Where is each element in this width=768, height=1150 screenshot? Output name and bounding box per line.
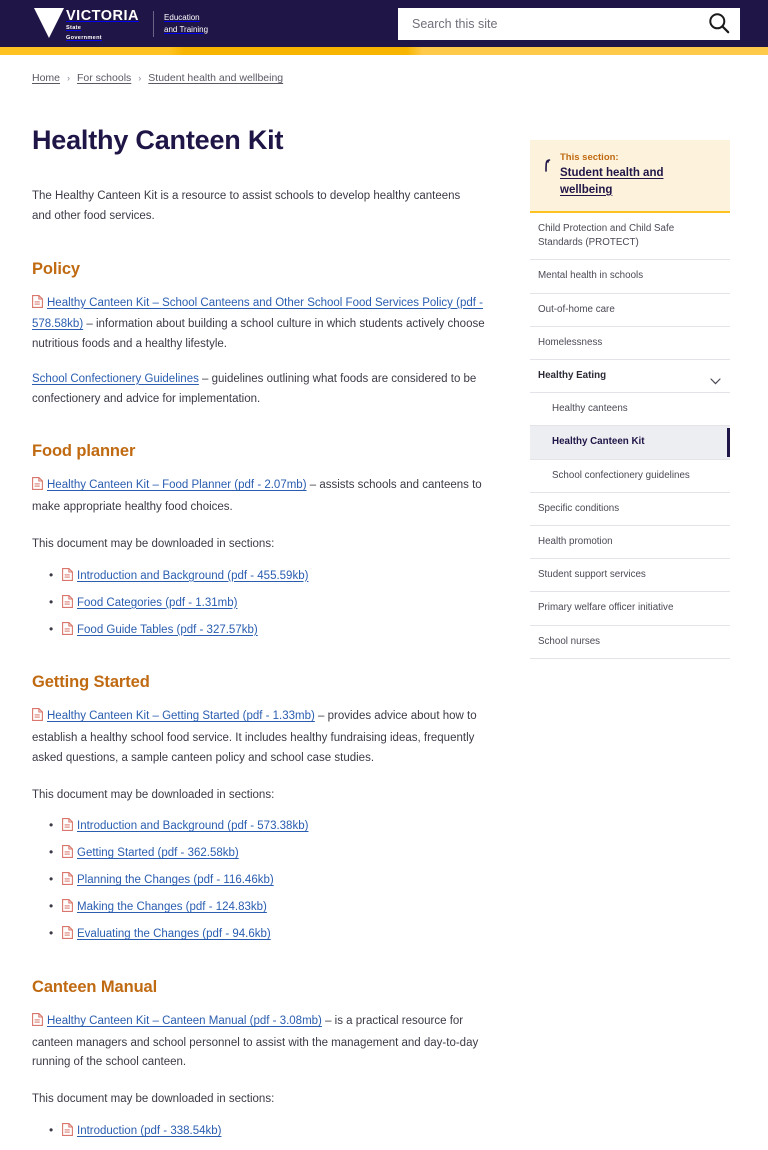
department-line1: Education: [164, 12, 200, 22]
document-paragraph: [32, 1012, 506, 1073]
sidebar-nav-item: [530, 260, 730, 293]
document-paragraph: [32, 370, 506, 410]
victoria-wordmark: [44, 6, 139, 43]
sidebar-nav-item: [530, 559, 730, 592]
list-item: [62, 595, 506, 614]
sidebar-item-healthy-canteens[interactable]: Healthy canteens: [552, 403, 628, 415]
up-arrow-icon: [540, 157, 553, 177]
sidebar-item-school-confectionery-guidelines[interactable]: School confectionery guidelines: [552, 469, 690, 481]
document-paragraph: [32, 707, 506, 768]
pdf-file-icon: [62, 818, 73, 837]
sidebar-nav-item: [530, 493, 730, 526]
sidebar-item-homelessness[interactable]: Homelessness: [538, 336, 603, 348]
document-description: – guidelines outlining what foods are considered to be confectionery and advice for implementation.: [32, 372, 477, 405]
breadcrumb: [0, 55, 768, 84]
pdf-file-icon: [32, 708, 43, 729]
sidebar-nav-item: [530, 526, 730, 559]
sidebar-item-student-support-services[interactable]: Student support services: [538, 569, 646, 581]
document-description: – assists schools and canteens to make appropriate healthy food choices.: [32, 479, 482, 514]
document-paragraph: [32, 294, 506, 355]
pdf-file-icon: [62, 872, 73, 891]
sidebar-nav-item: [530, 626, 730, 659]
sections-note: This document may be downloaded in sections:: [32, 537, 275, 550]
site-search[interactable]: [398, 8, 740, 40]
page-link[interactable]: School Confectionery Guidelines: [32, 372, 199, 385]
section-heading: Policy: [32, 259, 81, 278]
breadcrumb-separator: ›: [67, 73, 71, 83]
pdf-file-icon: [32, 295, 43, 316]
sidebar-nav-item: [530, 393, 730, 426]
sidebar-item-out-of-home-care[interactable]: Out-of-home care: [538, 303, 615, 315]
pdf-document-link[interactable]: Healthy Canteen Kit – School Canteens and Other School Food Services Policy (pdf - 578.58kb): [32, 296, 483, 331]
pdf-file-icon: [62, 845, 73, 864]
section-nav-list: [530, 213, 730, 659]
pdf-part-link[interactable]: Introduction and Background (pdf - 455.59kb): [77, 569, 309, 582]
pdf-file-icon: [62, 622, 73, 641]
sidebar-item-school-nurses[interactable]: School nurses: [538, 635, 601, 647]
section-sidebar: [530, 84, 730, 1150]
page-title: Healthy Canteen Kit: [32, 125, 284, 155]
sidebar-item-health-promotion[interactable]: Health promotion: [538, 536, 613, 548]
list-item: [62, 872, 506, 891]
sidebar-nav-item: [530, 360, 730, 393]
logo-sub-line1: State: [66, 25, 82, 31]
department-line2: and Training: [164, 24, 209, 34]
list-item: [62, 845, 506, 864]
site-header: [0, 0, 768, 47]
pdf-file-icon: [62, 568, 73, 587]
list-item: [62, 899, 506, 918]
sidebar-nav-item: [530, 460, 730, 493]
list-item: [62, 568, 506, 587]
search-icon: [708, 12, 730, 37]
pdf-file-icon: [32, 477, 43, 498]
sidebar-item-mental-health-in-schools[interactable]: Mental health in schools: [538, 270, 644, 282]
breadcrumb-separator: ›: [138, 73, 142, 83]
chevron-down-icon[interactable]: [710, 372, 721, 390]
intro-paragraph: The Healthy Canteen Kit is a resource to assist schools to develop healthy canteens and other food services.: [32, 190, 461, 222]
pdf-part-link[interactable]: Introduction (pdf - 338.54kb): [77, 1124, 222, 1137]
department-name: [164, 12, 208, 35]
site-logo[interactable]: [34, 5, 208, 43]
search-input[interactable]: [410, 16, 706, 32]
sidebar-nav-item: [530, 592, 730, 625]
sidebar-item-primary-welfare-officer-initiative[interactable]: Primary welfare officer initiative: [538, 602, 674, 614]
pdf-document-link[interactable]: Healthy Canteen Kit – Getting Started (pdf - 1.33mb): [47, 710, 315, 723]
pdf-file-icon: [32, 1013, 43, 1034]
gold-accent-bar: [0, 47, 768, 55]
search-submit-button[interactable]: [706, 12, 732, 37]
document-description: – provides advice about how to establish a healthy school food service. It includes healthy fundraising ideas, frequently asked questions, a sample canteen policy and school case studies.: [32, 710, 477, 764]
sidebar-nav-item: [530, 327, 730, 360]
sidebar-nav-item: [530, 426, 730, 459]
pdf-document-link[interactable]: Healthy Canteen Kit – Food Planner (pdf - 2.07mb): [47, 479, 307, 492]
pdf-part-link[interactable]: Food Categories (pdf - 1.31mb): [77, 596, 238, 609]
list-item: [62, 622, 506, 641]
pdf-file-icon: [62, 595, 73, 614]
sections-note: This document may be downloaded in sections:: [32, 1093, 275, 1106]
pdf-part-link[interactable]: Planning the Changes (pdf - 116.46kb): [77, 874, 274, 887]
document-part-list: [32, 1123, 506, 1142]
pdf-file-icon: [62, 926, 73, 945]
logo-divider: [153, 11, 154, 37]
section-heading: Getting Started: [32, 673, 150, 692]
breadcrumb-item-home[interactable]: Home: [32, 72, 61, 84]
sidebar-nav-item: [530, 294, 730, 327]
sidebar-nav-item: [530, 213, 730, 260]
section-heading: Canteen Manual: [32, 977, 158, 996]
document-part-list: [32, 818, 506, 945]
pdf-part-link[interactable]: Making the Changes (pdf - 124.83kb): [77, 901, 267, 914]
logo-name: VICTORIA: [66, 7, 140, 24]
list-item: [62, 1123, 506, 1142]
active-item-indicator: [727, 428, 730, 456]
pdf-part-link[interactable]: Getting Started (pdf - 362.58kb): [77, 847, 239, 860]
sidebar-item-healthy-eating[interactable]: Healthy Eating: [538, 370, 607, 382]
section-heading: Food planner: [32, 442, 136, 461]
sidebar-item-specific-conditions[interactable]: Specific conditions: [538, 502, 620, 514]
document-description: – is a practical resource for canteen managers and school personnel to assist with the management and day-to-day running of the school canteen.: [32, 1014, 479, 1069]
pdf-part-link[interactable]: Evaluating the Changes (pdf - 94.6kb): [77, 928, 271, 941]
pdf-part-link[interactable]: Introduction and Background (pdf - 573.38kb): [77, 820, 309, 833]
page-layout: [0, 84, 768, 1150]
victoria-logo-mark: [34, 6, 139, 42]
this-section-panel: [530, 140, 730, 213]
this-section-title-link[interactable]: Student health and wellbeing: [560, 167, 664, 196]
breadcrumb-item-student-health[interactable]: Student health and wellbeing: [148, 72, 284, 84]
pdf-part-link[interactable]: Food Guide Tables (pdf - 327.57kb): [77, 623, 258, 636]
logo-sub-line2: Government: [66, 34, 102, 41]
main-content: [32, 84, 506, 1150]
document-part-list: [32, 568, 506, 641]
list-item: [62, 926, 506, 945]
document-paragraph: [32, 476, 506, 518]
document-description: – information about building a school culture in which students actively choose nutritious foods and a healthy lifestyle.: [32, 318, 485, 351]
sidebar-item-healthy-canteen-kit[interactable]: Healthy Canteen Kit: [530, 426, 730, 458]
this-section-label: This section:: [560, 152, 619, 163]
sections-note: This document may be downloaded in sections:: [32, 788, 275, 801]
pdf-file-icon: [62, 1123, 73, 1142]
pdf-document-link[interactable]: Healthy Canteen Kit – Canteen Manual (pdf - 3.08mb): [47, 1014, 322, 1027]
breadcrumb-item-for-schools[interactable]: For schools: [77, 72, 132, 84]
list-item: [62, 818, 506, 837]
content-sections: [32, 260, 506, 1142]
sidebar-item-child-protection-and-child-safe-standards-protect[interactable]: Child Protection and Child Safe Standards (PROTECT): [538, 223, 675, 249]
pdf-file-icon: [62, 899, 73, 918]
